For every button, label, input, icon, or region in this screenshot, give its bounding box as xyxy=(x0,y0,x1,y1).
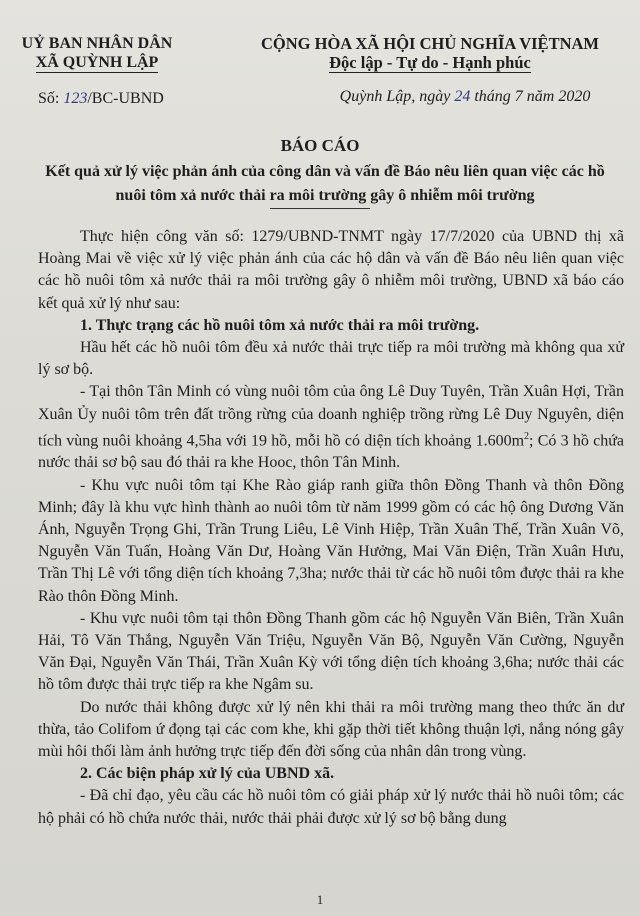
issuing-authority xyxy=(12,34,182,73)
report-body xyxy=(38,226,624,830)
section-1-heading: 1. Thực trạng các hồ nuôi tôm xả nước thải ra môi trường. xyxy=(80,316,480,334)
paragraph: Hầu hết các hồ nuôi tôm đều xả nước thải trực tiếp ra môi trường mà không qua xử lý sơ bộ. xyxy=(38,339,624,379)
paragraph-measures: - Đã chỉ đạo, yêu cầu các hồ nuôi tôm có giải pháp xử lý nước thải hồ nuôi tôm; các hộ phải có hồ chứa nước thải, nước thải phải được xử lý sơ bộ bằng dung xyxy=(38,787,624,827)
paragraph-impact: Do nước thải không được xử lý nên khi thải ra môi trường mang theo thức ăn dư thừa, tảo Colifom ứ đọng tại các com khe, khi gặp thời tiết không thuận lợi, nắng nóng gây mùi hôi thối làm ảnh hưởng trực tiếp đến đời sống của nhân dân trong vùng. xyxy=(38,698,624,760)
report-title: BÁO CÁO xyxy=(280,136,360,155)
paragraph-dong-thanh: - Khu vực nuôi tôm tại thôn Đồng Thanh gồm các hộ Nguyễn Văn Biên, Trần Xuân Hải, Tô Văn Thắng, Nguyễn Văn Triệu, Nguyễn Văn Bộ, Nguyễn Văn Cường, Nguyễn Văn Đại, Nguyễn Văn Thái, Trần Xuân Kỳ với tổng diện tích khoảng 3,6ha; nước thải các hồ tôm được thải trực tiếp ra khe Ngâm su. xyxy=(38,609,624,694)
page-number: 1 xyxy=(316,892,324,907)
handwritten-day: 24 xyxy=(454,88,471,105)
paragraph-khe-rao: - Khu vực nuôi tôm tại Khe Rào giáp ranh giữa thôn Đồng Thanh và thôn Đồng Minh; đây là khu vực hình thành ao nuôi tôm từ năm 1999 gồm có các hộ ông Dương Văn Ánh, Nguyễn Trọng Ghi, Trần Trung Liêu, Lê Vinh Hiệp, Trần Xuân Thế, Trần Xuân Võ, Nguyễn Văn Tuấn, Hoàng Văn Dư, Hoàng Văn Hưởng, Mai Văn Điện, Trần Xuân Hưu, Trần Thị Lê với tổng diện tích khoảng 7,3ha; nước thải từ các hồ nuôi tôm được thải ra khe Rào thôn Đồng Minh. xyxy=(38,476,624,605)
national-header xyxy=(230,34,630,73)
document-number: Số: 123/BC-UBND xyxy=(38,90,164,107)
org-line-2: XÃ QUỲNH LẬP xyxy=(35,54,159,71)
org-line-1: UỶ BAN NHÂN DÂN xyxy=(21,35,173,52)
subtitle-underline xyxy=(270,208,370,209)
national-motto: Độc lập - Tự do - Hạnh phúc xyxy=(329,53,531,72)
report-subtitle: Kết quả xử lý việc phản ánh của công dân và vấn đề Báo nêu liên quan việc các hồ nuôi tôm xả nước thải ra môi trường gây ô nhiễm môi trường xyxy=(45,163,605,204)
handwritten-number: 123 xyxy=(63,90,88,107)
intro-paragraph: Thực hiện công văn số: 1279/UBND-TNMT ngày 17/7/2020 của UBND thị xã Hoàng Mai về việc xử lý việc phản ánh của các hộ dân và vấn đề Báo nêu liên quan việc các hồ nuôi tôm xả nước thải ra môi trường gây ô nhiễm môi trường, UBND xã báo cáo kết quả xử lý như sau: xyxy=(38,228,624,312)
issue-date: Quỳnh Lập, ngày 24 tháng 7 năm 2020 xyxy=(339,88,591,105)
nation-name: CỘNG HÒA XÃ HỘI CHỦ NGHĨA VIỆTNAM xyxy=(261,34,599,53)
section-2-heading: 2. Các biện pháp xử lý của UBND xã. xyxy=(80,765,335,783)
paragraph-tan-minh: - Tại thôn Tân Minh có vùng nuôi tôm của ông Lê Duy Tuyên, Trần Xuân Hợi, Trần Xuân Ủy nuôi tôm trên đất trồng rừng của doanh nghiệp trồng rừng Lê Duy Nguyên, diện tích vùng nuôi khoảng 4,5ha với 19 hồ, mỗi hồ có diện tích khoảng $1.600m^2$; Có 3 hồ chứa nước thải sơ bộ sau đó thải ra khe Hooc, thôn Tân Minh. xyxy=(38,383,624,472)
